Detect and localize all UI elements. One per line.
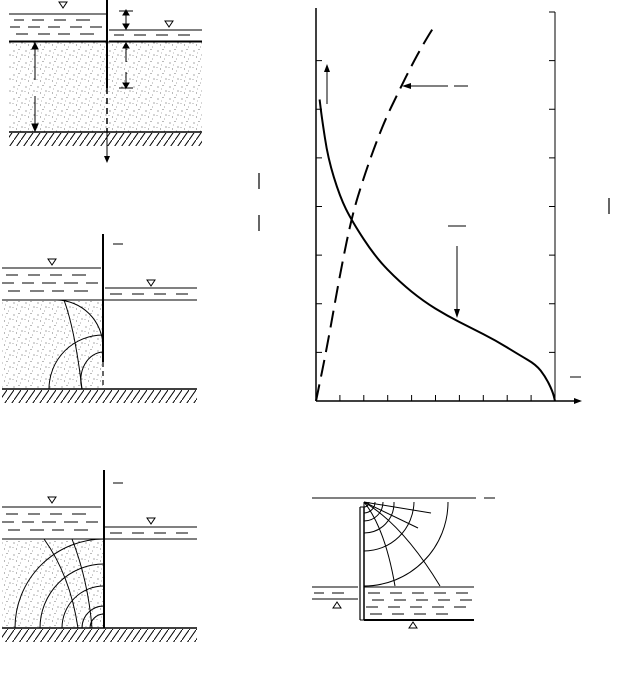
chart [316, 8, 609, 404]
soil-body [9, 42, 202, 132]
impervious-base [9, 133, 202, 146]
water-level-symbol-right [165, 21, 173, 27]
x-axis-arrow [574, 398, 582, 404]
pointer-solid-head [454, 309, 460, 318]
water-right [109, 30, 202, 41]
water-level-symbol [147, 280, 155, 286]
panel-c-flow-net [2, 470, 197, 642]
up-arrow-head [324, 64, 330, 72]
water-level-symbol [48, 497, 56, 503]
arrow-down [104, 156, 110, 163]
dashed-curve [316, 24, 436, 401]
dimension-head-difference [119, 10, 133, 29]
water-level-symbol [147, 518, 155, 524]
water-level-symbol [48, 259, 56, 265]
x-ticks [340, 395, 531, 401]
flow-net [364, 502, 448, 620]
water-left [9, 14, 106, 41]
panel-d-cofferdam-flow-net [312, 498, 495, 628]
datum-symbol [409, 622, 417, 628]
y-ticks-right [549, 12, 555, 352]
panel-a-sheet-pile-schematic [9, 0, 202, 163]
panel-b-flow-net [2, 234, 197, 403]
datum-symbol [333, 602, 341, 608]
solid-curve [320, 100, 555, 402]
water-level-symbol-left [59, 2, 67, 8]
